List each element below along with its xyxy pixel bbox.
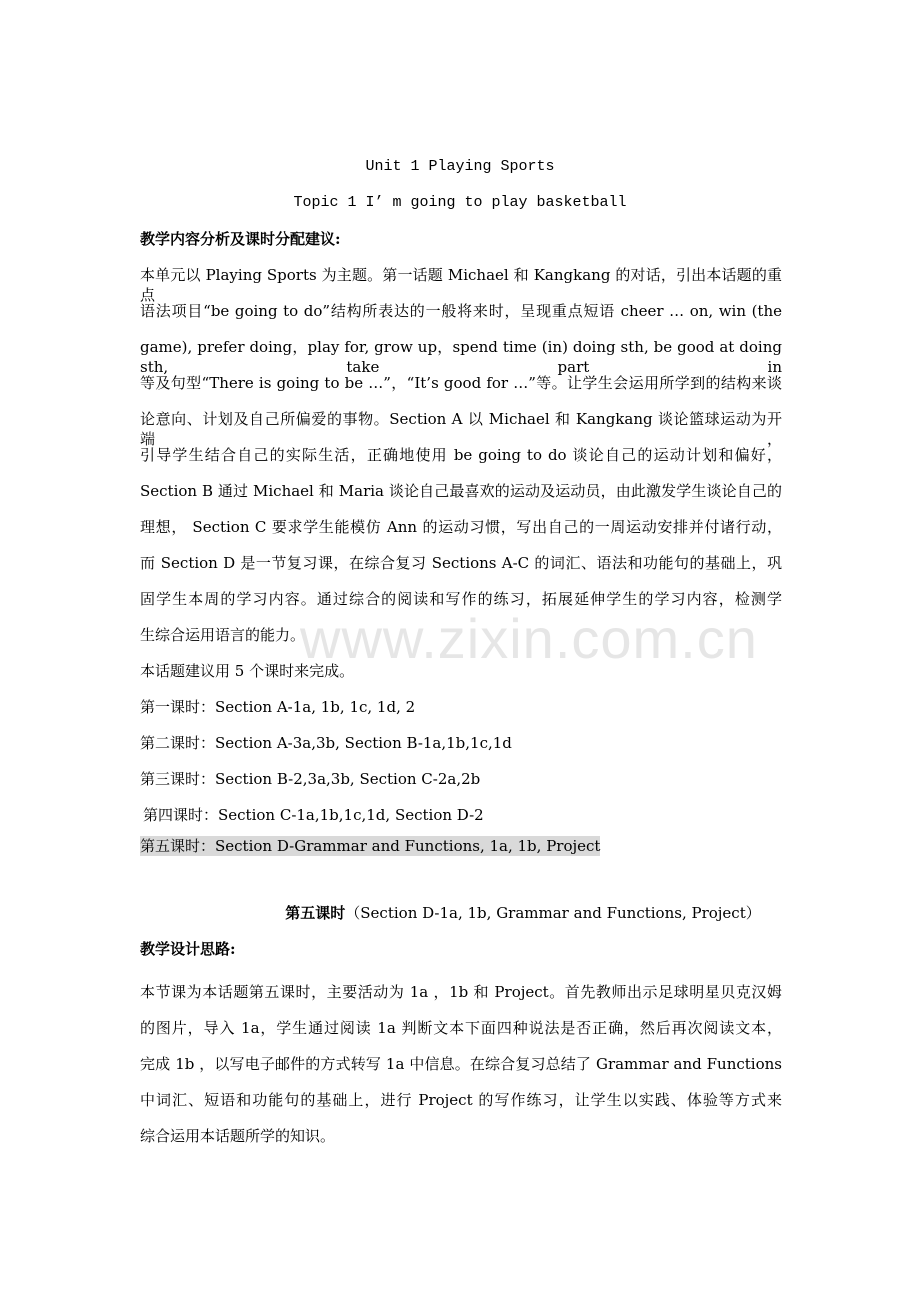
lesson-item: 第四课时：Section C-1a,1b,1c,1d, Section D-2 [143, 806, 484, 824]
design-line-3: 完成 1b ，以写电子邮件的方式转写 1a 中信息。在综合复习总结了 Grammar and Functions [140, 1055, 782, 1073]
lesson-item-highlighted [140, 836, 600, 856]
unit-title: Unit 1 Playing Sports [365, 158, 555, 175]
lesson5-heading-bold: 第五课时 [285, 904, 346, 922]
design-line-4: 中词汇、短语和功能句的基础上，进行 Project 的写作练习，让学生以实践、体验等方式来 [140, 1091, 782, 1109]
lesson5-heading-rest: （Section D-1a, 1b, Grammar and Functions, Project） [345, 904, 761, 922]
lesson-suggestion: 本话题建议用 5 个课时来完成。 [140, 662, 355, 680]
intro-line-11: 生综合运用语言的能力。 [140, 626, 306, 644]
design-line-1: 本节课为本话题第五课时，主要活动为 1a ，1b 和 Project。首先教师出示足球明星贝克汉姆 [140, 983, 782, 1001]
watermark: www.zixin.com.cn [300, 607, 758, 670]
intro-line-6: 引导学生结合自己的实际生活，正确地使用 be going to do 谈论自己的运动计划和偏好， [140, 446, 782, 464]
lesson-item: 第一课时：Section A-1a, 1b, 1c, 1d, 2 [140, 698, 416, 716]
intro-line-5: 论意向、计划及自己所偏爱的事物。Section A 以 Michael 和 Kangkang 谈论篮球运动为开端， [140, 410, 782, 448]
lesson5-heading [0, 903, 920, 923]
intro-line-1: 本单元以 Playing Sports 为主题。第一话题 Michael 和 Kangkang 的对话，引出本话题的重点 [140, 266, 782, 304]
intro-line-9: 而 Section D 是一节复习课，在综合复习 Sections A-C 的词汇、语法和功能句的基础上，巩 [140, 554, 782, 572]
analysis-heading: 教学内容分析及课时分配建议: [140, 230, 341, 248]
lesson-item: 第三课时：Section B-2,3a,3b, Section C-2a,2b [140, 770, 481, 788]
intro-line-10: 固学生本周的学习内容。通过综合的阅读和写作的练习，拓展延伸学生的学习内容，检测学 [140, 590, 782, 608]
topic-title: Topic 1 I’ m going to play basketball [293, 194, 627, 211]
lesson-item: 第二课时：Section A-3a,3b, Section B-1a,1b,1c,1d [140, 734, 512, 752]
intro-line-7: Section B 通过 Michael 和 Maria 谈论自己最喜欢的运动及运动员，由此激发学生谈论自己的 [140, 482, 782, 500]
intro-line-2: 语法项目“be going to do”结构所表达的一般将来时，呈现重点短语 cheer … on, win (the [140, 302, 782, 320]
lesson-5-text: 第五课时：Section D-Grammar and Functions, 1a, 1b, Project [140, 837, 601, 855]
intro-line-4: 等及句型“There is going to be …”，“It’s good for …”等。让学生会运用所学到的结构来谈 [140, 374, 782, 392]
design-line-5: 综合运用本话题所学的知识。 [140, 1127, 336, 1145]
intro-line-3: game), prefer doing，play for, grow up，spend time (in) doing sth, be good at doing sth, take part in [140, 338, 782, 376]
design-heading: 教学设计思路: [140, 940, 236, 958]
design-line-2: 的图片，导入 1a，学生通过阅读 1a 判断文本下面四种说法是否正确，然后再次阅读文本， [140, 1019, 782, 1037]
intro-line-8: 理想， Section C 要求学生能模仿 Ann 的运动习惯，写出自己的一周运动安排并付诸行动， [140, 518, 782, 536]
